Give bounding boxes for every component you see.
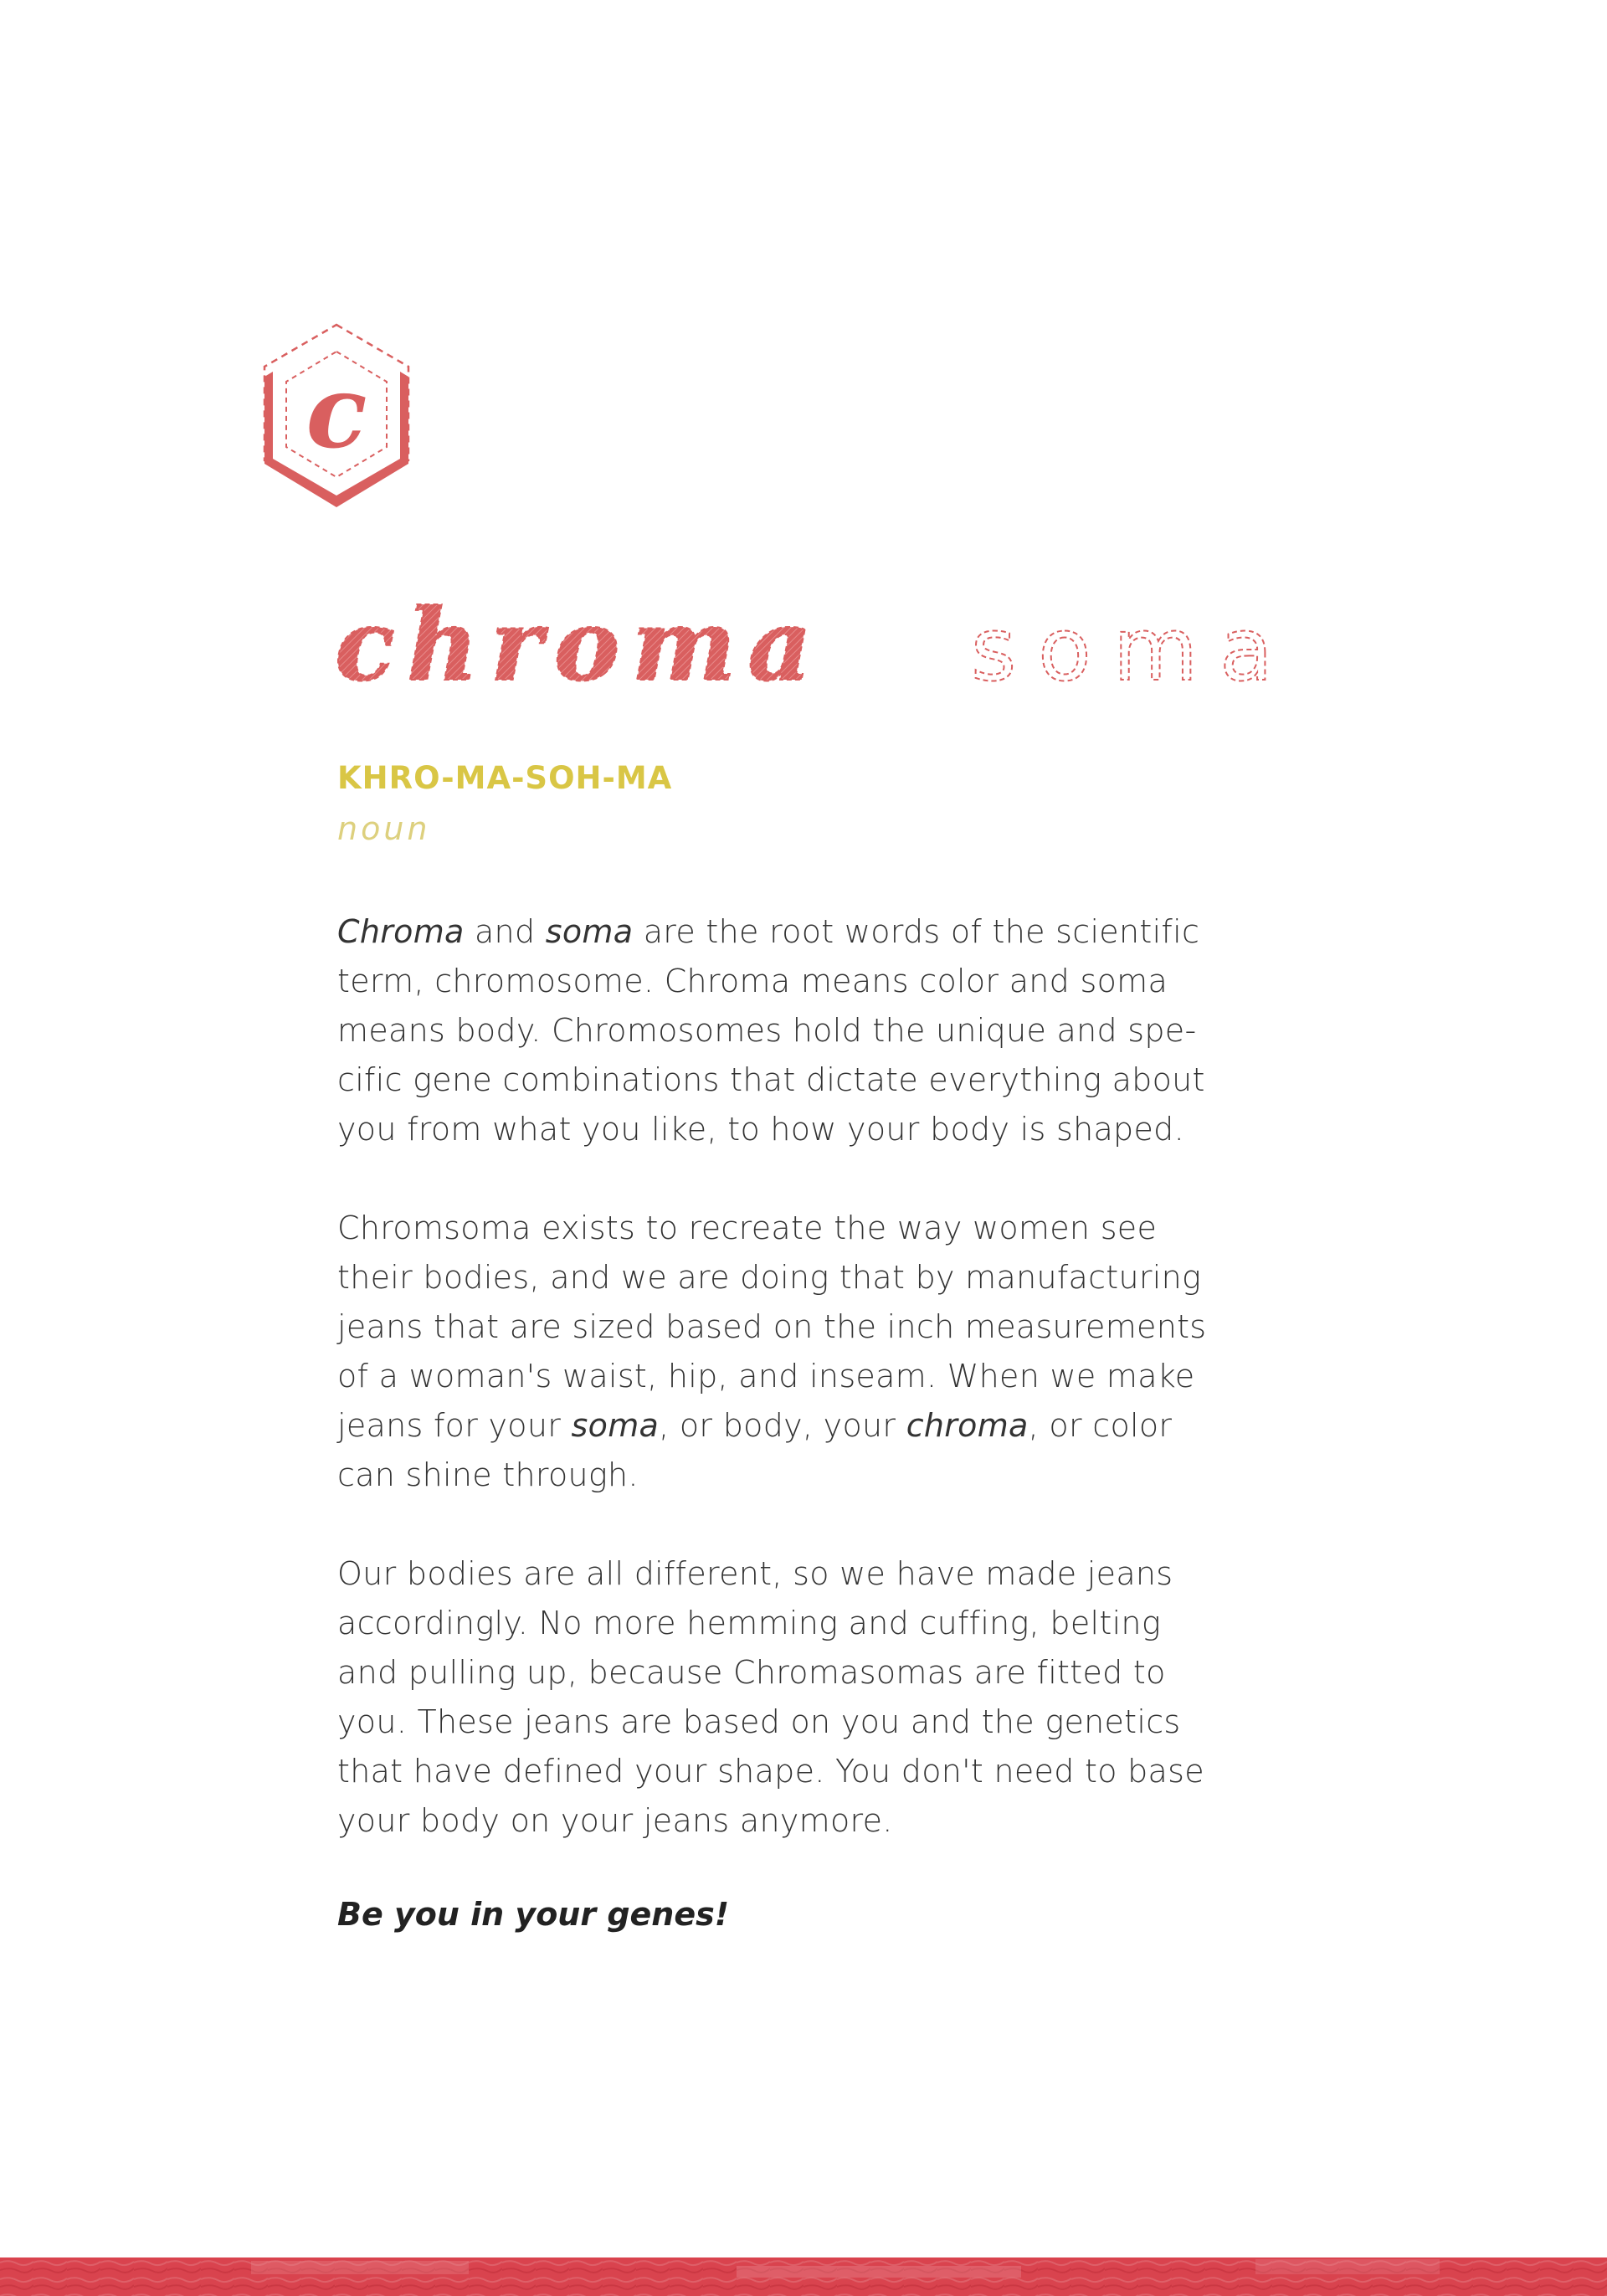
paragraph-1 (337, 907, 1266, 1154)
line-text: , or body, your (659, 1407, 906, 1444)
paragraph-line: you. These jeans are based on you and the genetics (337, 1703, 1181, 1740)
line-text: and (464, 913, 546, 950)
paragraph-line: your body on your jeans anymore. (337, 1802, 893, 1839)
paragraph-line (337, 1401, 1266, 1451)
paragraph-line: Chromsoma exists to recreate the way women see (337, 1210, 1158, 1246)
tagline: Be you in your genes! (337, 1896, 730, 1933)
paragraph-2 (337, 1204, 1266, 1500)
paragraph-line: term, chromosome. Chroma means color and soma (337, 963, 1168, 999)
paragraph-line: jeans that are sized based on the inch measurements (337, 1308, 1207, 1345)
emphasis-soma: soma (545, 913, 634, 950)
paragraph-line: their bodies, and we are doing that by manufacturing (337, 1259, 1202, 1296)
line-text: are the root words of the scientific (633, 913, 1200, 950)
paragraph-line: of a woman's waist, hip, and inseam. When we make (337, 1358, 1195, 1395)
line-text: , or color (1028, 1407, 1173, 1444)
paragraph-3 (337, 1549, 1266, 1846)
emphasis-chroma: Chroma (337, 913, 465, 950)
emphasis-soma: soma (571, 1407, 660, 1444)
emphasis-chroma: chroma (906, 1407, 1029, 1444)
paragraph-line: and pulling up, because Chromasomas are fitted to (337, 1654, 1166, 1691)
brand-title (335, 586, 1373, 737)
paragraph-line: means body. Chromosomes hold the unique and spe- (337, 1012, 1197, 1049)
hexagon-c-logo-icon (259, 321, 413, 516)
paragraph-line: accordingly. No more hemming and cuffing, belting (337, 1605, 1161, 1641)
paragraph-line: that have defined your shape. You don't need to base (337, 1753, 1204, 1790)
title-word-chroma: chroma (335, 587, 824, 703)
footer-band (0, 2257, 1607, 2296)
paragraph-line: cific gene combinations that dictate everything about (337, 1061, 1205, 1098)
title-word-soma: soma (971, 598, 1295, 701)
logo-letter: c (305, 353, 367, 471)
line-text: jeans for your (337, 1407, 572, 1444)
paragraph-line: Our bodies are all different, so we have made jeans (337, 1555, 1173, 1592)
paragraph-line: can shine through. (337, 1456, 639, 1493)
paragraph-line (337, 907, 1266, 957)
pronunciation: KHRO-MA-SOH-MA (337, 760, 673, 796)
paragraph-line: you from what you like, to how your body is shaped. (337, 1111, 1184, 1148)
part-of-speech: noun (337, 810, 431, 847)
